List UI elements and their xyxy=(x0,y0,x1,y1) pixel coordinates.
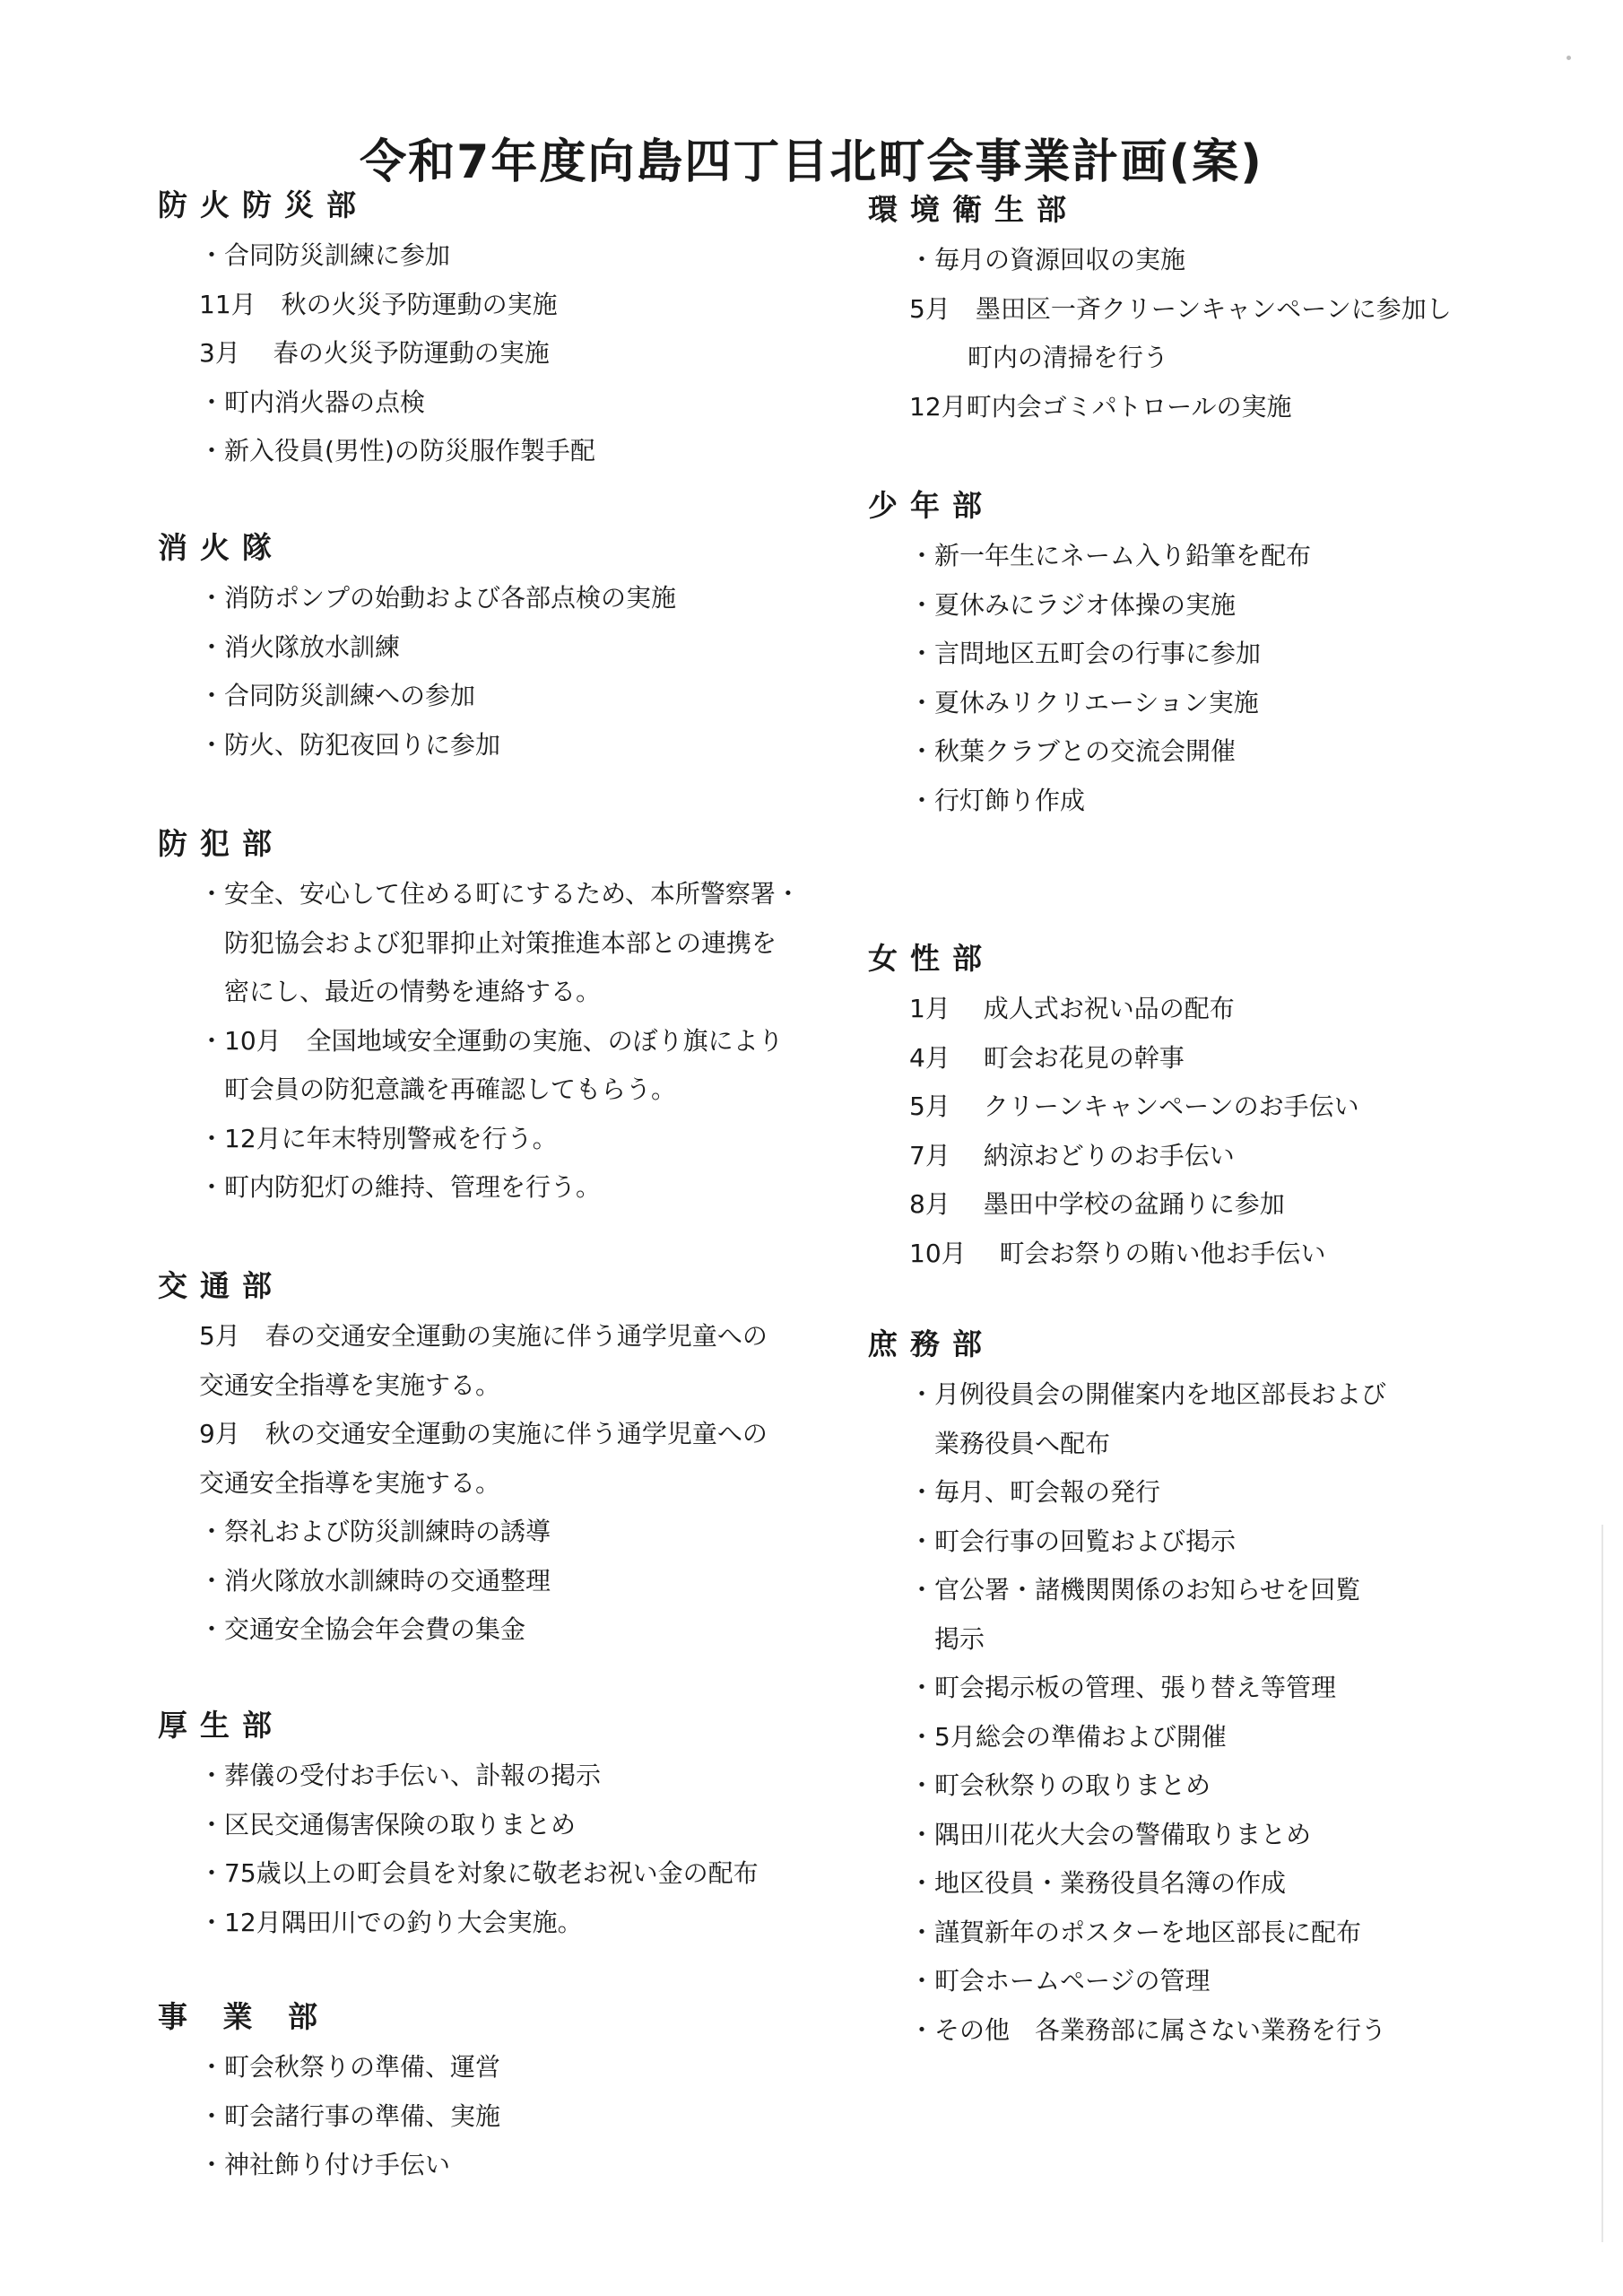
section-heading: 庶務部 xyxy=(868,1326,994,1361)
list-item: 交通安全指導を実施する。 xyxy=(199,1467,501,1498)
list-item: ・町会掲示板の管理、張り替え等管理 xyxy=(909,1673,1337,1702)
list-item: 3月 春の火災予防運動の実施 xyxy=(199,338,550,368)
list-item: 4月 町会お花見の幹事 xyxy=(909,1042,1185,1073)
section xyxy=(868,933,1549,1278)
list-item: ・神社飾り付け手伝い xyxy=(199,2150,451,2179)
section xyxy=(868,1318,1549,2055)
list-item: ・安全、安心して住める町にするため、本所警察署・ xyxy=(199,879,801,909)
list-item: ・町会秋祭りの取りまとめ xyxy=(909,1770,1211,1800)
section-heading: 環境衛生部 xyxy=(868,192,1079,227)
scan-edge-line xyxy=(1601,1525,1603,2242)
section xyxy=(868,184,1549,431)
list-item: 密にし、最近の情勢を連絡する。 xyxy=(199,977,602,1006)
list-item: 掲示 xyxy=(909,1623,985,1654)
scan-dot xyxy=(1567,56,1571,60)
list-item: 1月 成人式お祝い品の配布 xyxy=(909,994,1235,1023)
list-item: ・隅田川花火大会の警備取りまとめ xyxy=(909,1819,1312,1849)
list-item: ・謹賀新年のポスターを地区部長に配布 xyxy=(909,1917,1362,1947)
section xyxy=(158,1260,875,1655)
section xyxy=(158,179,875,476)
section-heading: 消火隊 xyxy=(158,530,284,565)
list-item: ・12月隅田川での釣り大会実施。 xyxy=(199,1907,583,1937)
list-item: 5月 クリーンキャンペーンのお手伝い xyxy=(909,1091,1359,1121)
list-item: 町内の清掃を行う xyxy=(909,343,1168,372)
list-item: ・毎月の資源回収の実施 xyxy=(909,245,1186,274)
list-item: ・消火隊放水訓練 xyxy=(199,631,401,662)
list-item: ・新入役員(男性)の防災服作製手配 xyxy=(199,436,595,465)
list-item: 9月 秋の交通安全運動の実施に伴う通学児童への xyxy=(199,1419,768,1448)
section-heading: 事 業 部 xyxy=(158,1999,330,2034)
list-item: ・町会行事の回覧および掲示 xyxy=(909,1526,1237,1556)
section xyxy=(158,818,875,1213)
list-item: 11月 秋の火災予防運動の実施 xyxy=(199,289,558,319)
section-heading: 少年部 xyxy=(868,488,994,523)
list-item: ・町内防犯灯の維持、管理を行う。 xyxy=(199,1172,602,1202)
list-item: ・12月に年末特別警戒を行う。 xyxy=(199,1123,558,1153)
list-item: ・区民交通傷害保険の取りまとめ xyxy=(199,1809,577,1839)
list-item: 7月 納涼おどりのお手伝い xyxy=(909,1140,1235,1170)
list-item: 交通安全指導を実施する。 xyxy=(199,1370,501,1400)
list-item: ・官公署・諸機関関係のお知らせを回覧 xyxy=(909,1575,1361,1605)
list-item: 10月 町会お祭りの賄い他お手伝い xyxy=(909,1238,1326,1268)
list-item: ・秋葉クラブとの交流会開催 xyxy=(909,736,1237,766)
list-item: 業務役員へ配布 xyxy=(909,1428,1111,1458)
section-heading: 女性部 xyxy=(868,941,994,976)
list-item: ・葬儀の受付お手伝い、訃報の掲示 xyxy=(199,1761,602,1790)
list-item: ・合同防災訓練への参加 xyxy=(199,681,476,710)
section xyxy=(158,1700,875,1947)
list-item: ・消防ポンプの始動および各部点検の実施 xyxy=(199,583,677,613)
list-item: 5月 墨田区一斉クリーンキャンペーンに参加し xyxy=(909,293,1452,324)
page-title: 令和7年度向島四丁目北町会事業計画(案) xyxy=(360,135,1263,189)
list-item: ・5月総会の準備および開催 xyxy=(909,1721,1227,1752)
list-item: ・その他 各業務部に属さない業務を行う xyxy=(909,2014,1387,2045)
list-item: ・毎月、町会報の発行 xyxy=(909,1477,1161,1507)
section-heading: 交通部 xyxy=(158,1268,284,1303)
list-item: ・防火、防犯夜回りに参加 xyxy=(199,729,501,760)
section xyxy=(158,522,875,770)
section xyxy=(158,1991,875,2190)
list-item: ・新一年生にネーム入り鉛筆を配布 xyxy=(909,541,1312,570)
list-item: ・町会秋祭りの準備、運営 xyxy=(199,2052,501,2082)
list-item: 12月町内会ゴミパトロールの実施 xyxy=(909,391,1292,422)
list-item: ・地区役員・業務役員名簿の作成 xyxy=(909,1868,1287,1898)
list-item: ・言問地区五町会の行事に参加 xyxy=(909,639,1262,668)
section xyxy=(868,480,1549,825)
list-item: ・町会諸行事の準備、実施 xyxy=(199,2100,501,2131)
list-item: ・75歳以上の町会員を対象に敬老お祝い金の配布 xyxy=(199,1858,759,1888)
list-item: ・町内消火器の点検 xyxy=(199,387,426,417)
list-item: ・消火隊放水訓練時の交通整理 xyxy=(199,1565,551,1596)
section-heading: 防犯部 xyxy=(158,826,284,861)
list-item: ・10月 全国地域安全運動の実施、のぼり旗により xyxy=(199,1025,784,1056)
list-item: ・町会ホームページの管理 xyxy=(909,1966,1211,1996)
list-item: 防犯協会および犯罪抑止対策推進本部との連携を xyxy=(199,927,777,958)
list-item: 町会員の防犯意識を再確認してもらう。 xyxy=(199,1074,677,1104)
list-item: ・行灯飾り作成 xyxy=(909,785,1086,815)
section-heading: 防火防災部 xyxy=(158,187,369,222)
list-item: ・夏休みリクリエーション実施 xyxy=(909,687,1259,718)
list-item: ・夏休みにラジオ体操の実施 xyxy=(909,589,1237,620)
list-item: 5月 春の交通安全運動の実施に伴う通学児童への xyxy=(199,1321,768,1351)
list-item: ・祭礼および防災訓練時の誘導 xyxy=(199,1517,551,1546)
list-item: ・合同防災訓練に参加 xyxy=(199,240,451,270)
list-item: ・月例役員会の開催案内を地区部長および xyxy=(909,1379,1387,1409)
list-item: ・交通安全協会年会費の集金 xyxy=(199,1614,526,1644)
list-item: 8月 墨田中学校の盆踊りに参加 xyxy=(909,1189,1285,1219)
section-heading: 厚生部 xyxy=(158,1708,284,1743)
